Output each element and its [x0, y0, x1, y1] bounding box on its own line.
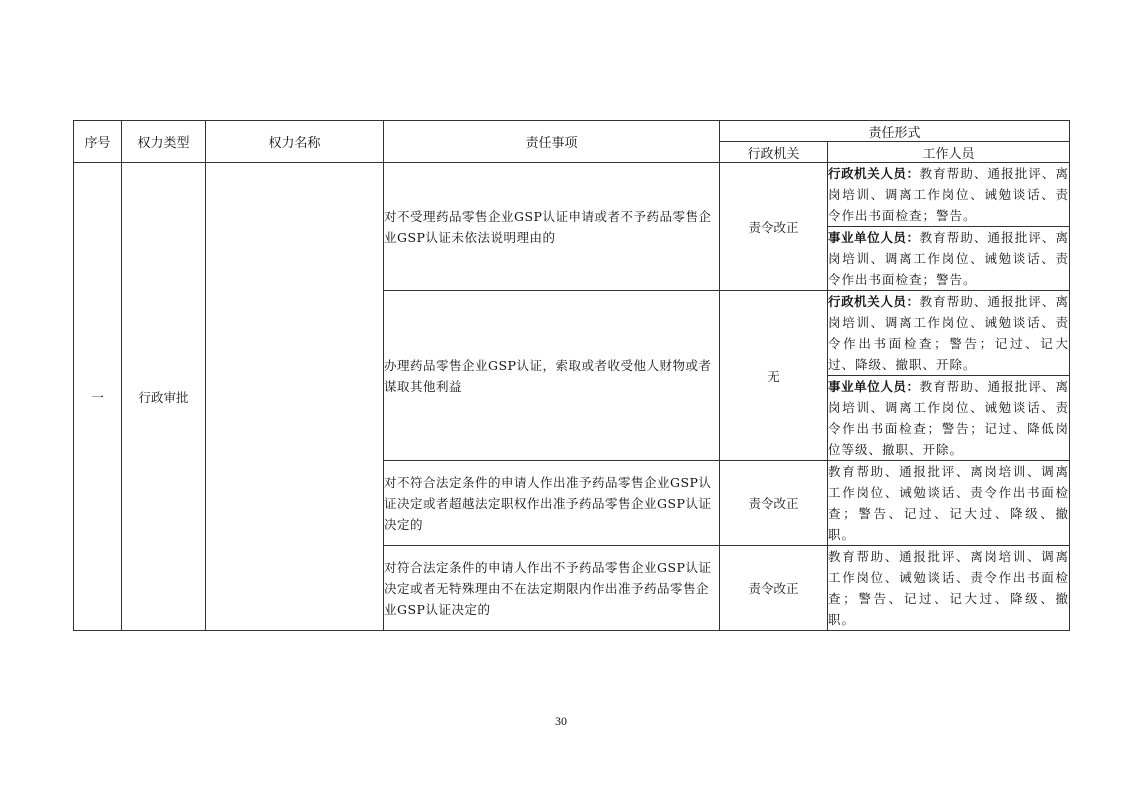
staff-penalty [828, 227, 1070, 291]
responsibility-item: 对符合法定条件的申请人作出不予药品零售企业GSP认证决定或者无特殊理由不在法定期限内作出准予药品零售企业GSP认证决定的 [384, 546, 720, 631]
staff-penalty [828, 163, 1070, 227]
staff-penalty: 教育帮助、通报批评、离岗培训、调离工作岗位、诫勉谈话、责令作出书面检查；警告、记过、记大过、降级、撤职。 [828, 546, 1070, 631]
row-power-type: 行政审批 [122, 163, 206, 631]
header-responsibility: 责任事项 [384, 121, 720, 163]
admin-org-form: 责令改正 [720, 461, 828, 546]
staff-penalty-text: 教育帮助、通报批评、离岗培训、调离工作岗位、诫勉谈话、责令作出书面检查；警告。 [828, 230, 1070, 287]
header-power-name: 权力名称 [206, 121, 384, 163]
header-resp-form: 责任形式 [720, 121, 1070, 142]
staff-penalty [828, 291, 1070, 376]
admin-org-form: 责令改正 [720, 546, 828, 631]
staff-role: 事业单位人员： [828, 379, 920, 394]
responsibility-item: 对不符合法定条件的申请人作出准予药品零售企业GSP认证决定或者超越法定职权作出准予药品零售企业GSP认证决定的 [384, 461, 720, 546]
staff-penalty-text: 教育帮助、通报批评、离岗培训、调离工作岗位、诫勉谈话、责令作出书面检查；警告。 [828, 166, 1070, 223]
header-power-type: 权力类型 [122, 121, 206, 163]
responsibility-item: 办理药品零售企业GSP认证，索取或者收受他人财物或者谋取其他利益 [384, 291, 720, 461]
staff-penalty: 教育帮助、通报批评、离岗培训、调离工作岗位、诫勉谈话、责令作出书面检查；警告、记过、记大过、降级、撤职。 [828, 461, 1070, 546]
header-admin-org: 行政机关 [720, 142, 828, 163]
responsibility-item: 对不受理药品零售企业GSP认证申请或者不予药品零售企业GSP认证未依法说明理由的 [384, 163, 720, 291]
responsibility-table [73, 120, 1070, 631]
staff-role: 行政机关人员： [828, 294, 920, 309]
row-power-name [206, 163, 384, 631]
staff-penalty [828, 376, 1070, 461]
header-staff: 工作人员 [828, 142, 1070, 163]
staff-penalty-text: 教育帮助、通报批评、离岗培训、调离工作岗位、诫勉谈话、责令作出书面检查；警告；记过、降低岗位等级、撤职、开除。 [828, 379, 1070, 457]
header-seq: 序号 [74, 121, 122, 163]
staff-penalty-text: 教育帮助、通报批评、离岗培训、调离工作岗位、诫勉谈话、责令作出书面检查；警告；记过、记大过、降级、撤职、开除。 [828, 294, 1070, 372]
staff-role: 行政机关人员： [828, 166, 920, 181]
staff-role: 事业单位人员： [828, 230, 920, 245]
admin-org-form: 责令改正 [720, 163, 828, 291]
page-number: 30 [555, 714, 567, 728]
admin-org-form: 无 [720, 291, 828, 461]
row-seq: 一 [74, 163, 122, 631]
